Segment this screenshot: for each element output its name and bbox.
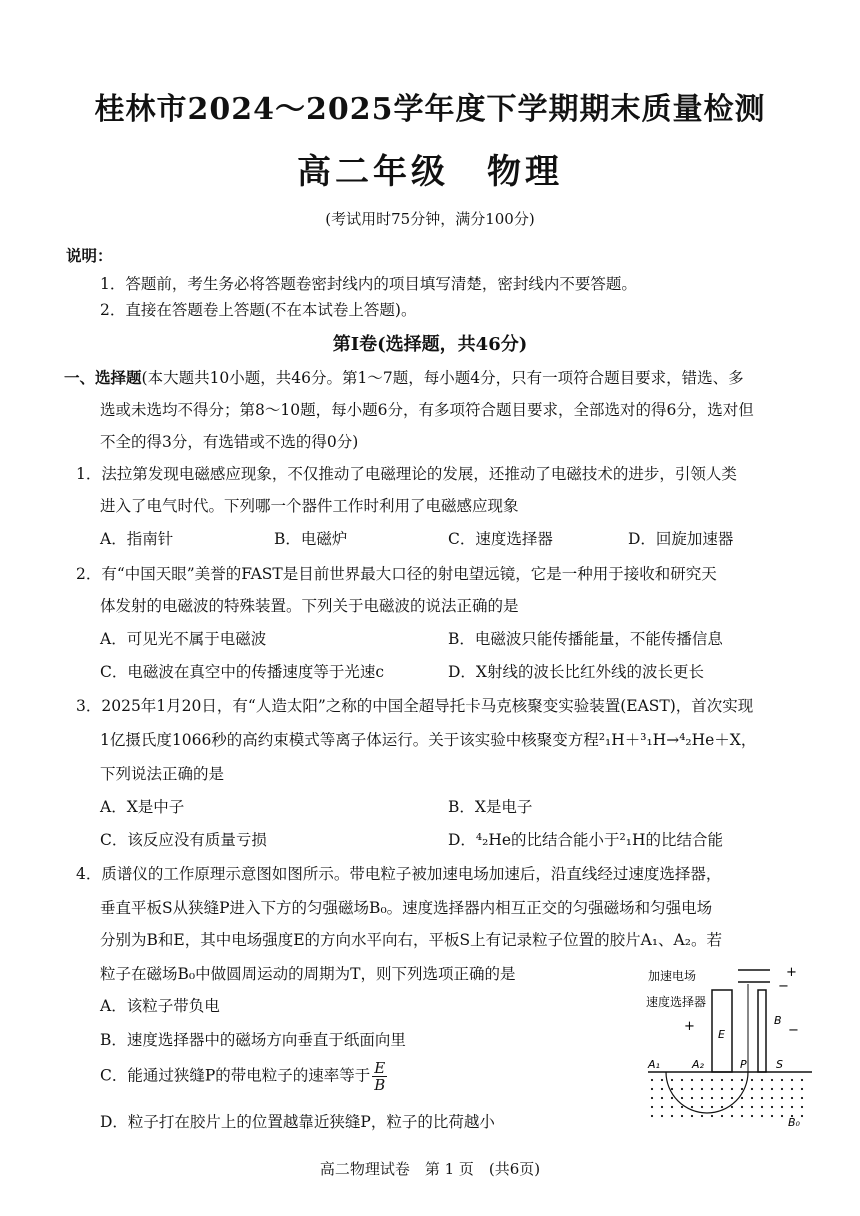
field-dot xyxy=(651,1088,653,1090)
label-e: E xyxy=(718,1028,725,1041)
field-dot xyxy=(791,1079,793,1081)
question-3-line xyxy=(100,728,756,750)
field-dot xyxy=(721,1088,723,1090)
field-dot xyxy=(801,1106,803,1108)
q3-option-a: A．X是中子 xyxy=(100,798,185,816)
question-2-line: 2．有“中国天眼”美誉的FAST是目前世界最大口径的射电望远镜，它是一种用于接收和研究天 xyxy=(76,565,717,583)
field-dot xyxy=(711,1079,713,1081)
q4-option-c-text: C．能通过狭缝P的带电粒子的速率等于 xyxy=(100,1066,371,1085)
fusion-equation: ²₁H＋³₁H→⁴₂He＋X， xyxy=(598,731,757,749)
instruction-line: (本大题共10小题，共46分。第1～7题，每小题4分，只有一项符合题目要求，错选、多 xyxy=(141,369,744,387)
field-dot xyxy=(661,1097,663,1099)
question-4-line: 粒子在磁场B₀中做圆周运动的周期为T，则下列选项正确的是 xyxy=(100,965,516,983)
field-dot xyxy=(671,1079,673,1081)
field-dot xyxy=(701,1115,703,1117)
q1-option-a: A．指南针 xyxy=(100,530,174,548)
field-dot xyxy=(781,1088,783,1090)
field-dot xyxy=(731,1097,733,1099)
field-dot xyxy=(711,1115,713,1117)
note-item: 2．直接在答题卷上答题(不在本试卷上答题)。 xyxy=(100,301,417,319)
question-3-line: 3．2025年1月20日，有“人造太阳”之称的中国全超导托卡马克核聚变实验装置(EAST)，首次实现 xyxy=(76,697,754,715)
label-b0: B₀ xyxy=(788,1116,800,1128)
field-dot xyxy=(661,1088,663,1090)
mass-spectrometer-diagram xyxy=(636,966,812,1128)
field-dot xyxy=(781,1115,783,1117)
exam-info: (考试用时75分钟，满分100分) xyxy=(325,210,535,228)
label-s: S xyxy=(776,1058,783,1071)
field-dot xyxy=(791,1097,793,1099)
field-dot xyxy=(711,1097,713,1099)
instruction-line: 选或未选均不得分；第8～10题，每小题6分，有多项符合题目要求，全部选对的得6分，选对但 xyxy=(100,401,754,419)
field-dot xyxy=(721,1079,723,1081)
instruction-line: 不全的得3分，有选错或不选的得0分) xyxy=(100,433,359,451)
field-dot xyxy=(731,1088,733,1090)
label-a2: A₂ xyxy=(692,1058,704,1071)
field-dot xyxy=(801,1115,803,1117)
field-dot xyxy=(761,1106,763,1108)
field-dot xyxy=(651,1115,653,1117)
field-dot xyxy=(661,1079,663,1081)
q2-option-d: D．X射线的波长比红外线的波长更长 xyxy=(448,663,704,681)
q4-option-a: A．该粒子带负电 xyxy=(100,997,220,1015)
question-1-line: 进入了电气时代。下列哪一个器件工作时利用了电磁感应现象 xyxy=(100,497,519,515)
accel-plus-sign: + xyxy=(786,966,797,980)
selector-plus-sign: + xyxy=(684,1019,695,1034)
field-dot xyxy=(721,1115,723,1117)
field-dot xyxy=(731,1115,733,1117)
part-one-instructions xyxy=(64,366,744,388)
field-dot xyxy=(741,1115,743,1117)
question-4-line: 分别为B和E，其中电场强度E的方向水平向右，平板S上有记录粒子位置的胶片A₁、A₂。若 xyxy=(100,931,722,949)
q3-option-d: D．⁴₂He的比结合能小于²₁H的比结合能 xyxy=(448,831,723,849)
field-dot xyxy=(731,1106,733,1108)
field-dot xyxy=(671,1097,673,1099)
field-dot xyxy=(751,1115,753,1117)
field-dot xyxy=(781,1079,783,1081)
field-dot xyxy=(801,1079,803,1081)
field-dot xyxy=(801,1088,803,1090)
field-dot xyxy=(661,1106,663,1108)
field-dot xyxy=(771,1097,773,1099)
field-dot xyxy=(721,1106,723,1108)
field-dot xyxy=(681,1079,683,1081)
field-dot xyxy=(681,1115,683,1117)
selector-minus-sign: − xyxy=(788,1023,799,1038)
field-dot xyxy=(771,1115,773,1117)
magnetic-field-dots xyxy=(651,1079,803,1117)
part-one-label: 一、选择题 xyxy=(64,368,142,387)
field-dot xyxy=(761,1079,763,1081)
q2-option-c: C．电磁波在真空中的传播速度等于光速c xyxy=(100,663,385,681)
exam-subject: 高二年级 物理 xyxy=(297,152,563,192)
field-dot xyxy=(781,1097,783,1099)
question-1-line: 1．法拉第发现电磁感应现象，不仅推动了电磁理论的发展，还推动了电磁技术的进步，引领人类 xyxy=(76,465,737,483)
field-dot xyxy=(691,1115,693,1117)
label-b: B xyxy=(774,1014,782,1027)
field-dot xyxy=(651,1097,653,1099)
field-dot xyxy=(751,1088,753,1090)
field-dot xyxy=(681,1088,683,1090)
field-dot xyxy=(741,1088,743,1090)
question-2-line: 体发射的电磁波的特殊装置。下列关于电磁波的说法正确的是 xyxy=(100,597,519,615)
q1-option-c: C．速度选择器 xyxy=(448,530,553,548)
field-dot xyxy=(651,1106,653,1108)
field-dot xyxy=(771,1088,773,1090)
q3-option-b: B．X是电子 xyxy=(448,798,533,816)
field-dot xyxy=(761,1115,763,1117)
field-dot xyxy=(651,1079,653,1081)
field-dot xyxy=(701,1106,703,1108)
note-item: 1．答题前，考生务必将答题卷密封线内的项目填写清楚，密封线内不要答题。 xyxy=(100,275,637,293)
fraction-denominator: B xyxy=(374,1076,386,1094)
q1-option-d: D．回旋加速器 xyxy=(628,530,734,548)
field-dot xyxy=(741,1079,743,1081)
field-dot xyxy=(751,1079,753,1081)
field-dot xyxy=(791,1088,793,1090)
field-dot xyxy=(731,1079,733,1081)
field-dot xyxy=(771,1106,773,1108)
q2-option-b: B．电磁波只能传播能量，不能传播信息 xyxy=(448,630,723,648)
field-dot xyxy=(701,1097,703,1099)
fraction-numerator: E xyxy=(374,1059,386,1077)
field-dot xyxy=(691,1079,693,1081)
label-accel: 加速电场 xyxy=(648,969,697,983)
question-4-line: 4．质谱仪的工作原理示意图如图所示。带电粒子被加速电场加速后，沿直线经过速度选择器， xyxy=(76,865,722,883)
field-dot xyxy=(691,1097,693,1099)
selector-plate-right xyxy=(758,990,766,1072)
label-p: P xyxy=(740,1058,747,1071)
field-dot xyxy=(691,1106,693,1108)
question-3-text: 1亿摄氏度1066秒的高约束模式等离子体运行。关于该实验中核聚变方程 xyxy=(100,731,599,749)
field-dot xyxy=(751,1106,753,1108)
exam-title: 桂林市2024～2025学年度下学期期末质量检测 xyxy=(94,92,766,127)
page-footer: 高二物理试卷 第 1 页 (共6页) xyxy=(319,1160,541,1178)
field-dot xyxy=(681,1106,683,1108)
section-title: 第Ⅰ卷(选择题，共46分) xyxy=(332,334,528,355)
field-dot xyxy=(671,1088,673,1090)
field-dot xyxy=(741,1097,743,1099)
field-dot xyxy=(671,1115,673,1117)
q2-option-a: A．可见光不属于电磁波 xyxy=(100,630,267,648)
field-dot xyxy=(751,1097,753,1099)
field-dot xyxy=(711,1088,713,1090)
field-dot xyxy=(741,1106,743,1108)
q3-option-c: C．该反应没有质量亏损 xyxy=(100,831,267,849)
field-dot xyxy=(771,1079,773,1081)
fraction-e-over-b xyxy=(372,1060,387,1093)
q4-option-d: D．粒子打在胶片上的位置越靠近狭缝P，粒子的比荷越小 xyxy=(100,1113,495,1131)
accel-minus-sign: − xyxy=(778,979,789,994)
field-dot xyxy=(701,1079,703,1081)
field-dot xyxy=(681,1097,683,1099)
field-dot xyxy=(761,1088,763,1090)
field-dot xyxy=(671,1106,673,1108)
q4-option-b: B．速度选择器中的磁场方向垂直于纸面向里 xyxy=(100,1031,406,1049)
field-dot xyxy=(761,1097,763,1099)
field-dot xyxy=(791,1106,793,1108)
field-dot xyxy=(661,1115,663,1117)
field-dot xyxy=(781,1106,783,1108)
notes-label: 说明： xyxy=(66,246,113,265)
question-4-line: 垂直平板S从狭缝P进入下方的匀强磁场B₀。速度选择器内相互正交的匀强磁场和匀强电场 xyxy=(100,899,713,917)
field-dot xyxy=(691,1088,693,1090)
field-dot xyxy=(701,1088,703,1090)
field-dot xyxy=(711,1106,713,1108)
q1-option-b: B．电磁炉 xyxy=(274,530,348,548)
label-selector: 速度选择器 xyxy=(646,995,707,1009)
particle-arc xyxy=(666,1072,748,1113)
question-3-line: 下列说法正确的是 xyxy=(100,765,225,783)
label-a1: A₁ xyxy=(648,1058,660,1071)
field-dot xyxy=(801,1097,803,1099)
field-dot xyxy=(721,1097,723,1099)
q4-option-c xyxy=(100,1060,387,1093)
